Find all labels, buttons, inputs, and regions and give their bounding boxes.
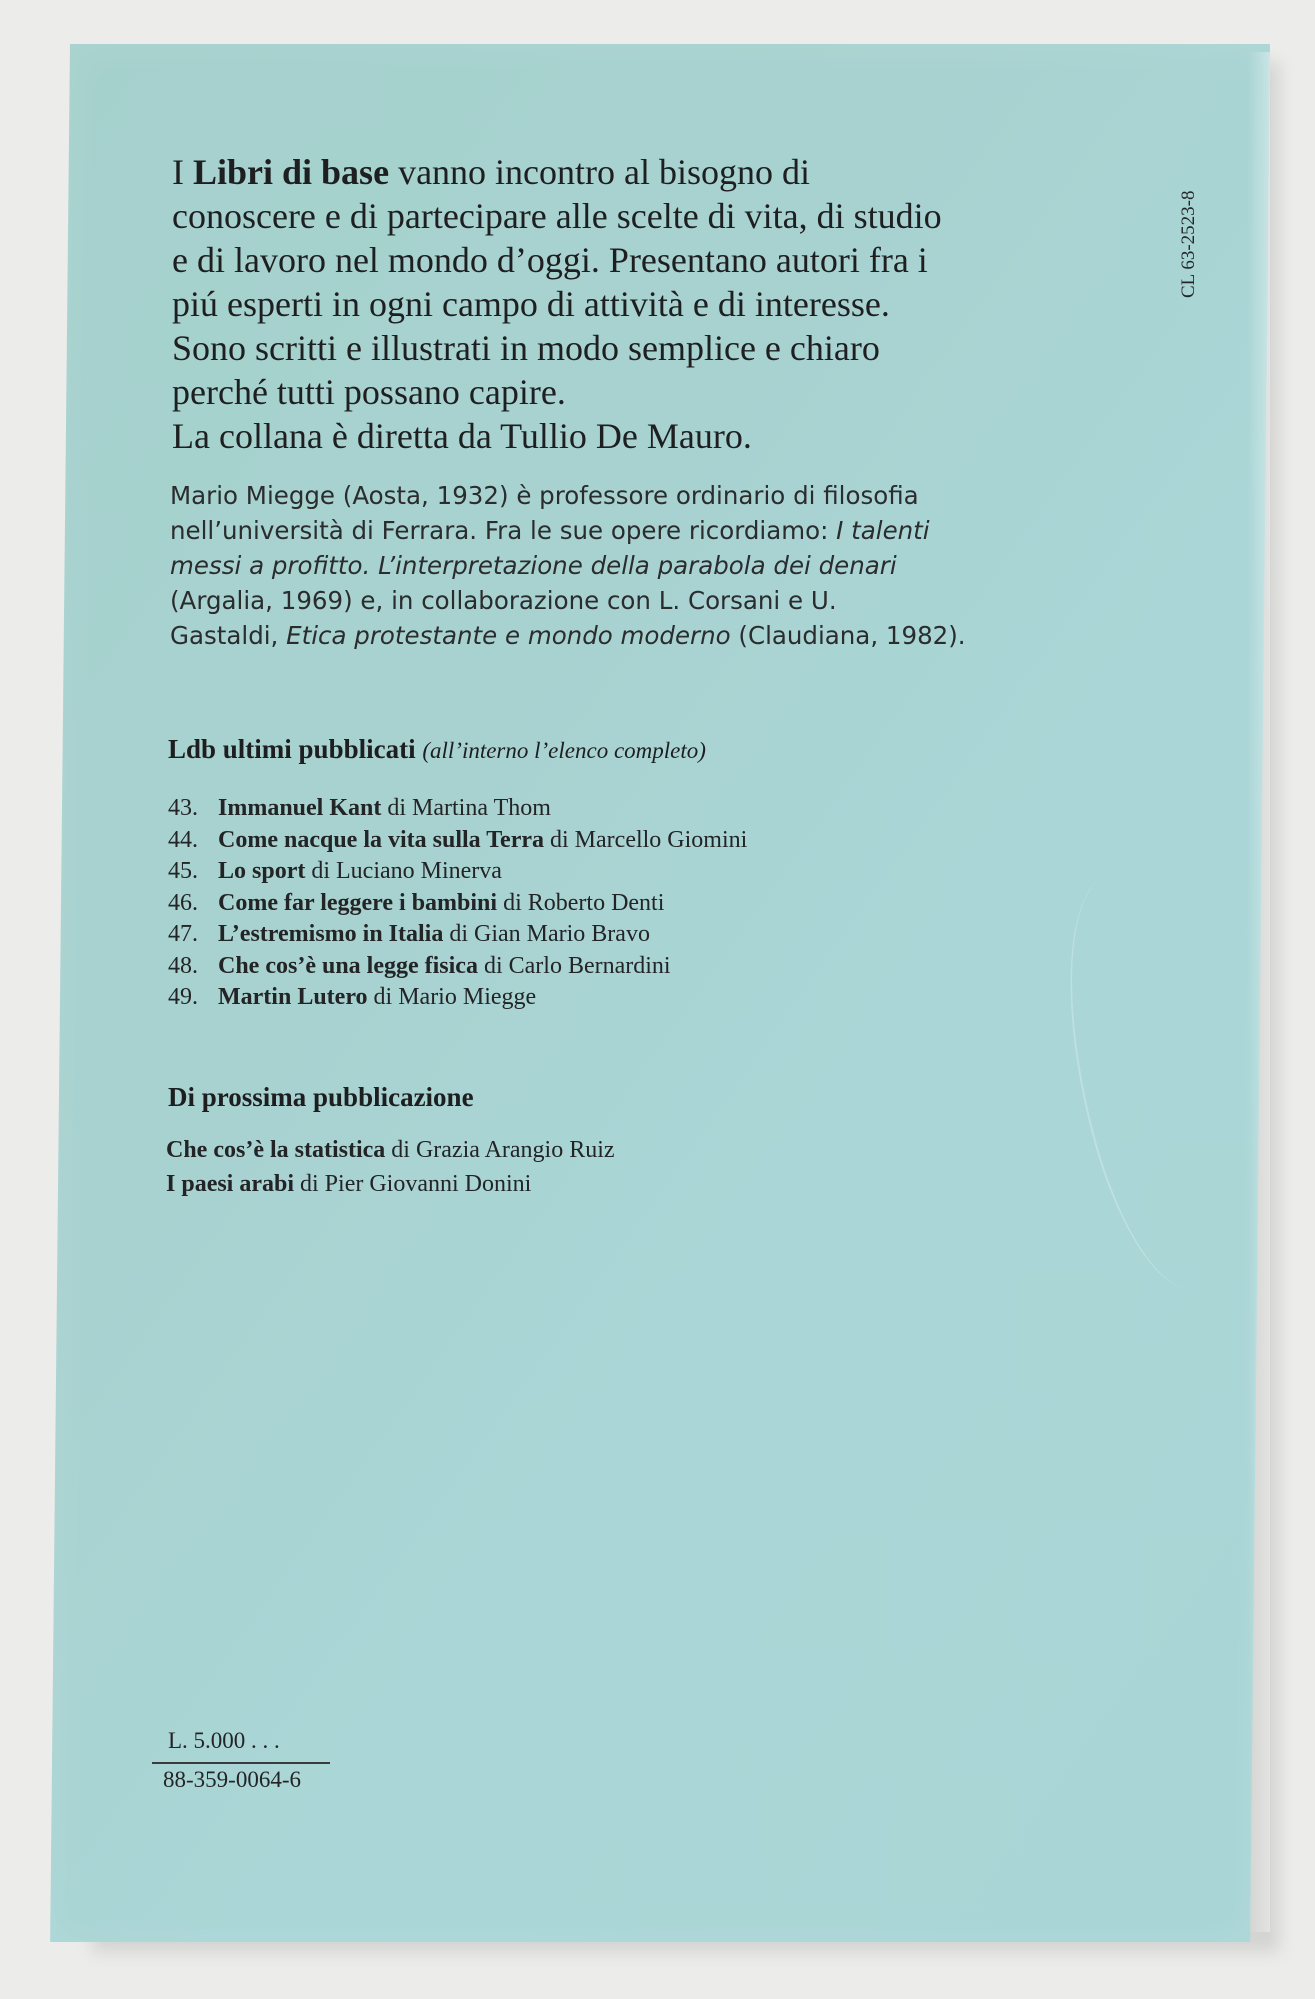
blurb-line: perché tutti possano capire. [172,372,566,412]
list-item [166,1133,615,1167]
series-description [172,150,1072,458]
list-item: 46. Come far leggere i bambini di Roberto Denti [168,889,665,916]
book-author: di Luciano Minerva [305,858,502,884]
book-author: di Grazia Arangio Ruiz [385,1137,615,1163]
blurb-line: Sono scritti e illustrati in modo semplice e chiaro [172,328,880,368]
book-title: Martin Lutero [218,984,368,1010]
book-author: di Carlo Bernardini [477,952,671,979]
price-divider [152,1762,330,1764]
list-item [166,1167,615,1201]
cover-edge [1248,52,1270,1932]
list-item: 48. Che cos’è una legge fisica di Carlo Bernardini [168,952,671,979]
upcoming-heading: Di prossima pubblicazione [168,1082,474,1112]
book-title: Come nacque la vita sulla Terra [218,826,545,853]
recent-titles-heading: Ldb ultimi pubblicati (all’interno l’elenco completo) [168,734,706,764]
work-title: Etica protestante e mondo moderno [286,621,731,650]
isbn: 88-359-0064-6 [163,1767,301,1792]
list-item: 43. Immanuel Kant di Martina Thom [168,795,551,821]
book-author: di Roberto Denti [497,889,665,916]
list-item: 47. L’estremismo in Italia di Gian Mario Bravo [168,921,650,947]
book-title: Immanuel Kant [218,795,382,821]
recent-titles-note: (all’interno l’elenco completo) [422,738,706,763]
price: L. 5.000 . . . [168,1728,280,1753]
list-item: 45. Lo sport di Luciano Minerva [168,858,502,884]
bio-line: Gastaldi, Etica protestante e mondo moderno (Claudiana, 1982). [170,621,966,650]
work-title: I talenti [836,516,930,545]
list-item: 44. Come nacque la vita sulla Terra di Marcello Giomini [168,826,748,853]
book-title: L’estremismo in Italia [218,921,444,947]
upcoming-list [166,1133,615,1201]
recent-titles-list [168,793,747,1014]
blurb-line: conoscere e di partecipare alle scelte di vita, di studio [172,196,942,236]
bio-line: (Argalia, 1969) e, in collaborazione con L. Corsani e U. [170,586,837,615]
work-title: messi a profitto. L’interpretazione della parabola dei denari [170,551,897,580]
bio-line: Mario Miegge (Aosta, 1932) è professore ordinario di filosofia [170,481,919,510]
book-title: Che cos’è la statistica [166,1137,386,1163]
blurb-line-1: I Libri di base vanno incontro al bisogno di [172,152,811,192]
blurb-line: La collana è diretta da Tullio De Mauro. [172,416,752,456]
book-author: di Pier Giovanni Donini [294,1171,532,1197]
bio-line: nell’università di Ferrara. Fra le sue opere ricordiamo: I talenti [170,516,930,545]
catalog-code: CL 63-2523-8 [1178,190,1199,298]
book-title: Come far leggere i bambini [218,889,498,916]
book-title: I paesi arabi [166,1171,295,1197]
book-author: di Mario Miegge [367,984,537,1010]
author-bio [170,478,1070,653]
book-author: di Martina Thom [381,795,551,821]
book-author: di Marcello Giomini [544,826,748,853]
book-title: Che cos’è una legge fisica [218,952,478,979]
book-author: di Gian Mario Bravo [443,921,650,947]
list-item: 49. Martin Lutero di Mario Miegge [168,984,537,1010]
blurb-line: e di lavoro nel mondo d’oggi. Presentano autori fra i [172,240,928,280]
blurb-line: piú esperti in ogni campo di attività e di interesse. [172,284,890,324]
series-name: Libri di base [193,152,390,192]
book-title: Lo sport [218,858,306,884]
